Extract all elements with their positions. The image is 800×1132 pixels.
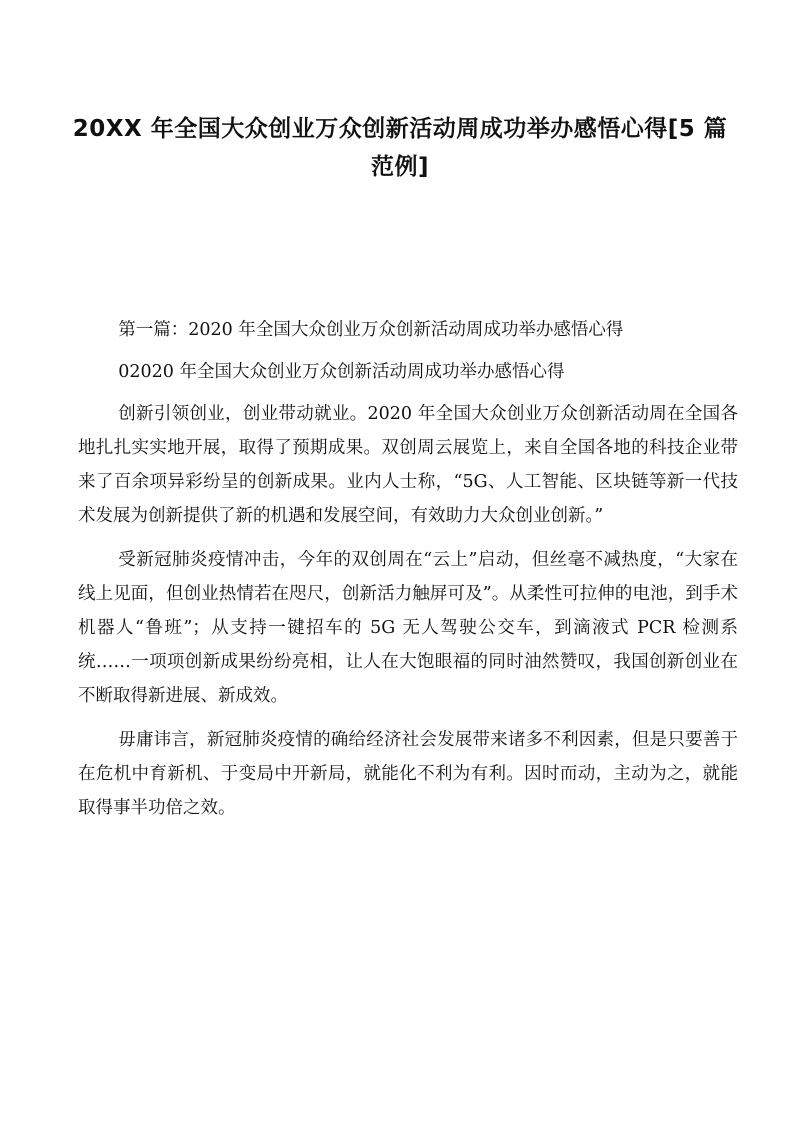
document-title: 20XX 年全国大众创业万众创新活动周成功举办感悟心得[5 篇范例] — [72, 116, 728, 180]
paragraph: 毋庸讳言，新冠肺炎疫情的确给经济社会发展带来诸多不利因素，但是只要善于在危机中育新机、于变局中开新局，就能化不利为有利。因时而动，主动为之，就能取得事半功倍之效。 — [78, 730, 738, 818]
subheading: 02020 年全国大众创业万众创新活动周成功举办感悟心得 — [118, 362, 565, 382]
paragraph: 创新引领创业，创业带动就业。2020 年全国大众创业万众创新活动周在全国各地扎扎实实地开展，取得了预期成果。双创周云展览上，来自全国各地的科技企业带来了百余项异彩纷呈的创新成果。业内人士称，“5G、人工智能、区块链等新一代技术发展为创新提供了新的机遇和发展空间，有效助力大众创业创新。” — [78, 404, 738, 526]
paragraph: 受新冠肺炎疫情冲击，今年的双创周在“云上”启动，但丝毫不减热度，“大家在线上见面，但创业热情若在咫尺，创新活力触屏可及”。从柔性可拉伸的电池，到手术机器人“鲁班”；从支持一键招车的 5G 无人驾驶公交车，到滴液式 PCR 检测系统……一项项创新成果纷纷亮相，让人在大饱眼福的同时油然赞叹，我国创新创业在不断取得新进展、新成效。 — [78, 550, 738, 706]
section-heading: 第一篇：2020 年全国大众创业万众创新活动周成功举办感悟心得 — [118, 320, 624, 340]
document-body — [78, 313, 738, 825]
